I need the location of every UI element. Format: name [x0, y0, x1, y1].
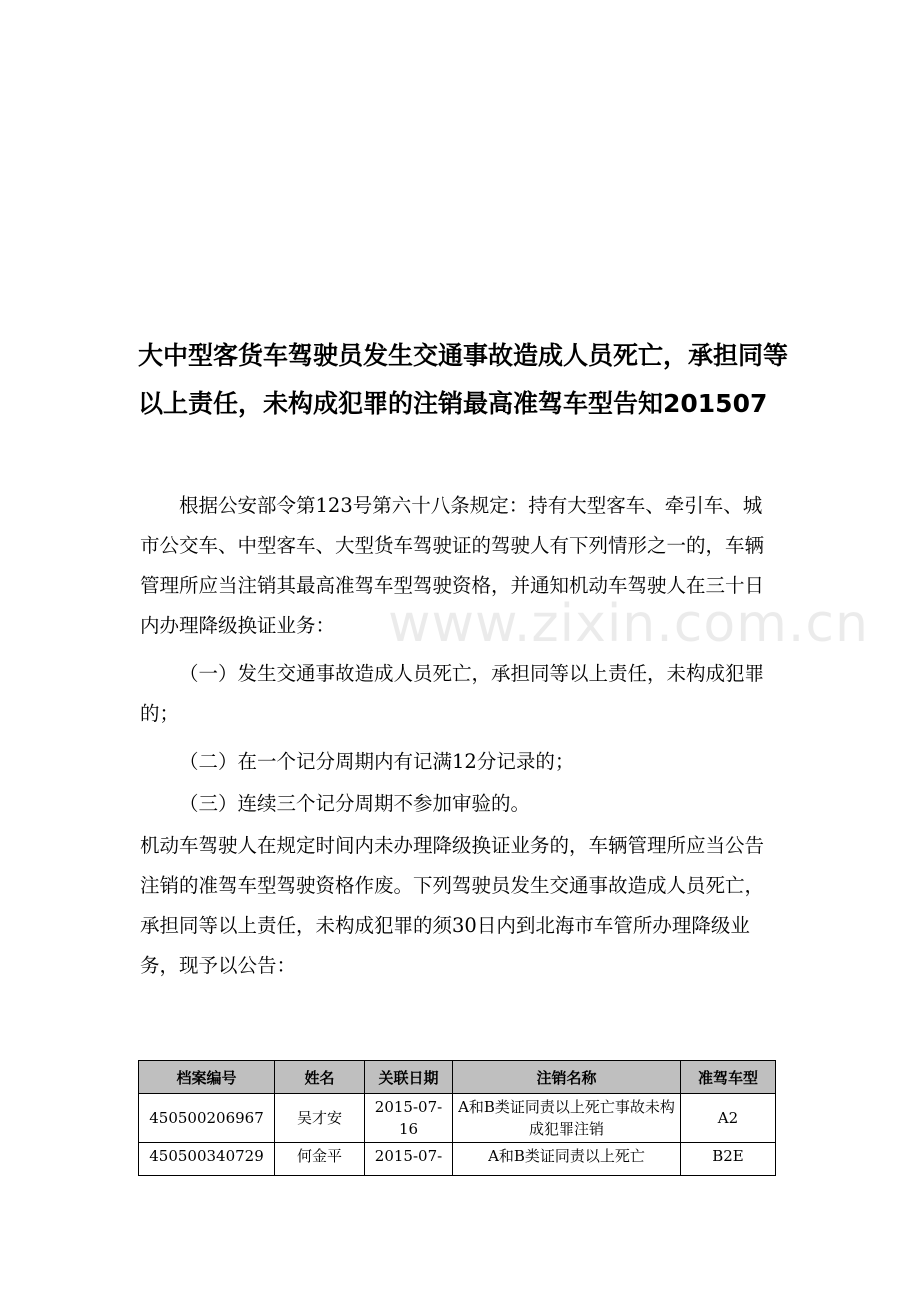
intro-paragraph: 根据公安部令第123号第六十八条规定：持有大型客车、牵引车、城市公交车、中型客车、大型货车驾驶证的驾驶人有下列情形之一的，车辆管理所应当注销其最高准驾车型驾驶资格，并通知机动车驾驶人在三十日内办理降级换证业务：	[140, 494, 765, 637]
watermark: www.zixin.com.cn	[388, 594, 869, 654]
table-header-row	[139, 1061, 776, 1094]
item-1: （一）发生交通事故造成人员死亡，承担同等以上责任，未构成犯罪的；	[140, 662, 765, 725]
col-name: 姓名	[275, 1061, 365, 1094]
item-2: （二）在一个记分周期内有记满12分记录的；	[179, 750, 575, 773]
cell-name: 吴才安	[275, 1094, 365, 1143]
item-3: （三）连续三个记分周期不参加审验的。	[179, 792, 531, 815]
table-row	[139, 1094, 776, 1143]
cell-license-class: B2E	[681, 1143, 776, 1176]
cell-cancel-reason: A和B类证同责以上死亡	[453, 1143, 681, 1176]
cell-date: 2015-07-	[365, 1143, 453, 1176]
col-file-number: 档案编号	[139, 1061, 275, 1094]
document-title: 大中型客货车驾驶员发生交通事故造成人员死亡，承担同等以上责任，未构成犯罪的注销最高准驾车型告知201507	[138, 341, 789, 418]
notice-paragraph: 机动车驾驶人在规定时间内未办理降级换证业务的，车辆管理所应当公告注销的准驾车型驾驶资格作废。下列驾驶员发生交通事故造成人员死亡，承担同等以上责任，未构成犯罪的须30日内到北海市车管所办理降级业务，现予以公告：	[140, 834, 765, 977]
cell-license-class: A2	[681, 1094, 776, 1143]
col-date: 关联日期	[365, 1061, 453, 1094]
col-license-class: 准驾车型	[681, 1061, 776, 1094]
col-cancel-reason: 注销名称	[453, 1061, 681, 1094]
cell-file-number: 450500340729	[139, 1143, 275, 1176]
cell-file-number: 450500206967	[139, 1094, 275, 1143]
cell-cancel-reason: A和B类证同责以上死亡事故未构成犯罪注销	[453, 1094, 681, 1143]
table-row	[139, 1143, 776, 1176]
cell-name: 何金平	[275, 1143, 365, 1176]
cell-date: 2015-07-16	[365, 1094, 453, 1143]
deregistration-table	[138, 1060, 776, 1176]
